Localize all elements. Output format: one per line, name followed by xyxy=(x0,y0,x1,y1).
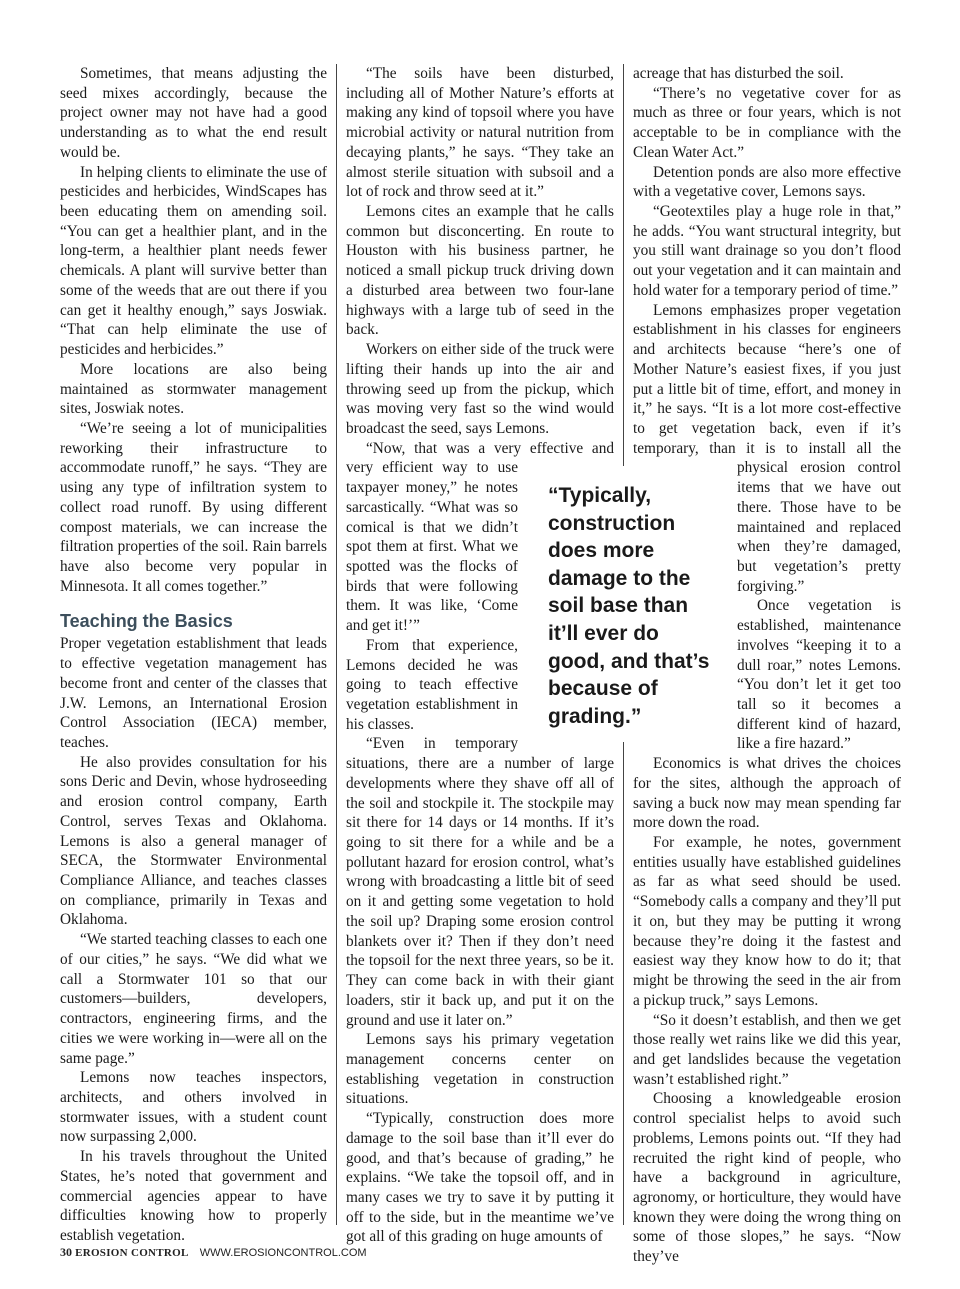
paragraph: “Geotextiles play a huge role in that,” he adds. “You want structural integrity, but you still want drainage so you don’t flood out your vegetation and it can maintain and hold water for a temporary period of time.” xyxy=(633,203,901,299)
paragraph: Proper vegetation establishment that leads to effective vegetation management has become front and center of the classes that J.W. Lemons, an International Erosion Control Association (IECA) member, teaches. xyxy=(60,635,327,751)
paragraph: Once vegetation is established, maintenance involves “keeping it to a dull roar,” notes Lemons. “You don’t let it get too tall so it becomes a different kind of hazard, like a fire hazard.” xyxy=(737,597,901,753)
paragraph: Detention ponds are also more effective with a vegetative cover, Lemons says. xyxy=(633,163,901,201)
column-rule-left xyxy=(336,64,337,1225)
paragraph: In his travels throughout the United States, he’s noted that government and commercial agencies appear to have difficulties knowing how to properly establish vegetation. xyxy=(60,1148,327,1244)
paragraph: “The soils have been disturbed, including all of Mother Nature’s efforts at making any kind of topsoil where you have microbial activity or natural nutrition from decaying plants,” he says. “They take an almost sterile situation with subsoil and a lot of rock and throw seed at it.” xyxy=(346,65,614,201)
paragraph: “We’re seeing a lot of municipalities reworking their infrastructure to accommodate runoff,” he says. “They are using any type of infiltration system to collect road runoff. By using different compost materials, we can increase the filtration properties of the soil. Rain barrels have also become very popular in Minnesota. It all comes together.” xyxy=(60,419,327,595)
paragraph: For example, he notes, government entities usually have established guidelines as far as what seed should be used. “Somebody calls a company and they’ll put it on, but they may be putting it wrong because they’re doing it the fastest and easiest way they know how to do it; that might be throwing the seed in the air from a pickup truck,” says Lemons. xyxy=(633,834,901,1009)
paragraph: Lemons cites an example that he calls common but disconcerting. En route to Houston with his business partner, he noticed a small pickup truck driving down a disturbed area between two four-lane highways with a large tub of seed in the back. xyxy=(346,203,614,339)
paragraph: He also provides consultation for his sons Deric and Devin, whose hydroseeding and erosion control company, Earth Control, serves Texas and Oklahoma. Lemons is also a general manager of SECA, the Stormwater Environmental Compliance Alliance, and teaches classes on compliance, primarily in Texas and Oklahoma. xyxy=(60,753,327,929)
paragraph: Lemons emphasizes proper vegetation establishment in his classes for engineers and architects because “here’s one of Mother Nature’s easiest fixes, if you just put a little bit of time, effort, and money in it,” he says. “It is a lot more cost-effective to get vegetation back, even if it’s temporary, than it is to install all the physical erosion control items that we have out there. Those have to be maintained and replaced when they’re damaged, but vegetation’s pretty forgiving.” xyxy=(633,301,901,595)
paragraph: Economics is what drives the choices for the sites, although the approach of saving a buck now may mean spending far more down the road. xyxy=(633,755,901,832)
paragraph: acreage that has disturbed the soil. xyxy=(633,65,844,82)
paragraph: Lemons now teaches inspectors, architects, and others involved in stormwater issues, with a student count now surpassing 2,000. xyxy=(60,1069,327,1146)
column-rule-right-lower xyxy=(623,748,624,1225)
article-column-1 xyxy=(60,64,327,1246)
paragraph: In helping clients to eliminate the use of pesticides and herbicides, WindScapes has been educating them on amending soil. “You can get a healthier plant, and in the long-term, a healthier plant needs fewer chemicals. A plant will survive better than some of the weeds that are out there if you can get it healthy enough,” says Joswiak. “That can help eliminate the use of pesticides and herbicides.” xyxy=(60,163,327,359)
paragraph: “Even in temporary situations, there are a number of large developments where they shave off all of the soil and stockpile it. The stockpile may sit there for 14 days or 14 months. If it’s going to sit there for a while and be a pollutant hazard for erosion control, what’s wrong with broadcasting a little bit of seed on it and getting some vegetation to hold the soil up? Draping some erosion control blankets over it? Then if they don’t need the topsoil for the next three years, so be it. They can come back in with their giant loaders, stir it back up, and put it on the ground and use it later on.” xyxy=(346,735,614,1029)
paragraph: “Now, that was a very effective and very efficient way to use taxpayer money,” he notes sarcastically. “What was so comical is that we didn’t spot them at first. What we spotted was the flocks of birds that were following them. It was like, ‘Come and get it!’” xyxy=(346,439,614,635)
paragraph: “Typically, construction does more damage to the soil base than it’ll ever do good, and that’s because of grading,” he explains. “We take the topsoil off, and in many cases we try to save it by putting it off to the side, but in the meantime we’ve got all of this grading on huge amounts of xyxy=(346,1110,614,1246)
paragraph: More locations are also being maintained as stormwater management sites, Joswiak notes. xyxy=(60,360,327,418)
page-footer xyxy=(60,1245,367,1260)
pull-quote: “Typically, construction does more damage to the soil base than it’ll ever do good, and that’s because of grading.” xyxy=(548,484,710,728)
magazine-name: EROSION CONTROL xyxy=(75,1247,189,1259)
pull-quote-box xyxy=(528,466,720,742)
paragraph: Workers on either side of the truck were lifting their hands up into the air and throwing seed up from the pickup, which was moving very fast so the wind would broadcast the seed, says Lemons. xyxy=(346,341,614,437)
paragraph: “There’s no vegetative cover for as much as three or four years, which is not acceptable to be in compliance with the Clean Water Act.” xyxy=(633,84,901,161)
section-heading: Teaching the Basics xyxy=(60,611,233,632)
paragraph: “So it doesn’t establish, and then we get those really wet rains like we did this year, and get landslides because the vegetation wasn’t established right.” xyxy=(633,1011,901,1088)
paragraph: From that experience, Lemons decided he was going to teach effective vegetation establishment in his classes. xyxy=(346,636,518,733)
paragraph: Sometimes, that means adjusting the seed mixes accordingly, because the project owner may not have had a good understanding as to what the end result would be. xyxy=(60,65,327,161)
website-url: WWW.EROSIONCONTROL.COM xyxy=(199,1247,367,1259)
paragraph: Lemons says his primary vegetation management concerns center on establishing vegetation in construction situations. xyxy=(346,1031,614,1108)
paragraph: “We started teaching classes to each one of our cities,” he says. “We did what we call a Stormwater 101 so that our customers—builders, developers, contractors, engineering firms, and the cities we were working in—were all on the same page.” xyxy=(60,931,327,1067)
page-number: 30 xyxy=(60,1245,72,1259)
paragraph: Choosing a knowledgeable erosion control specialist helps to avoid such problems, Lemons points out. “If they had recruited the right kind of people, who have a background in agriculture, agronomy, or horticulture, they would have known they were doing the wrong thing on some of those slopes,” he says. “Now they’ve xyxy=(633,1090,901,1266)
